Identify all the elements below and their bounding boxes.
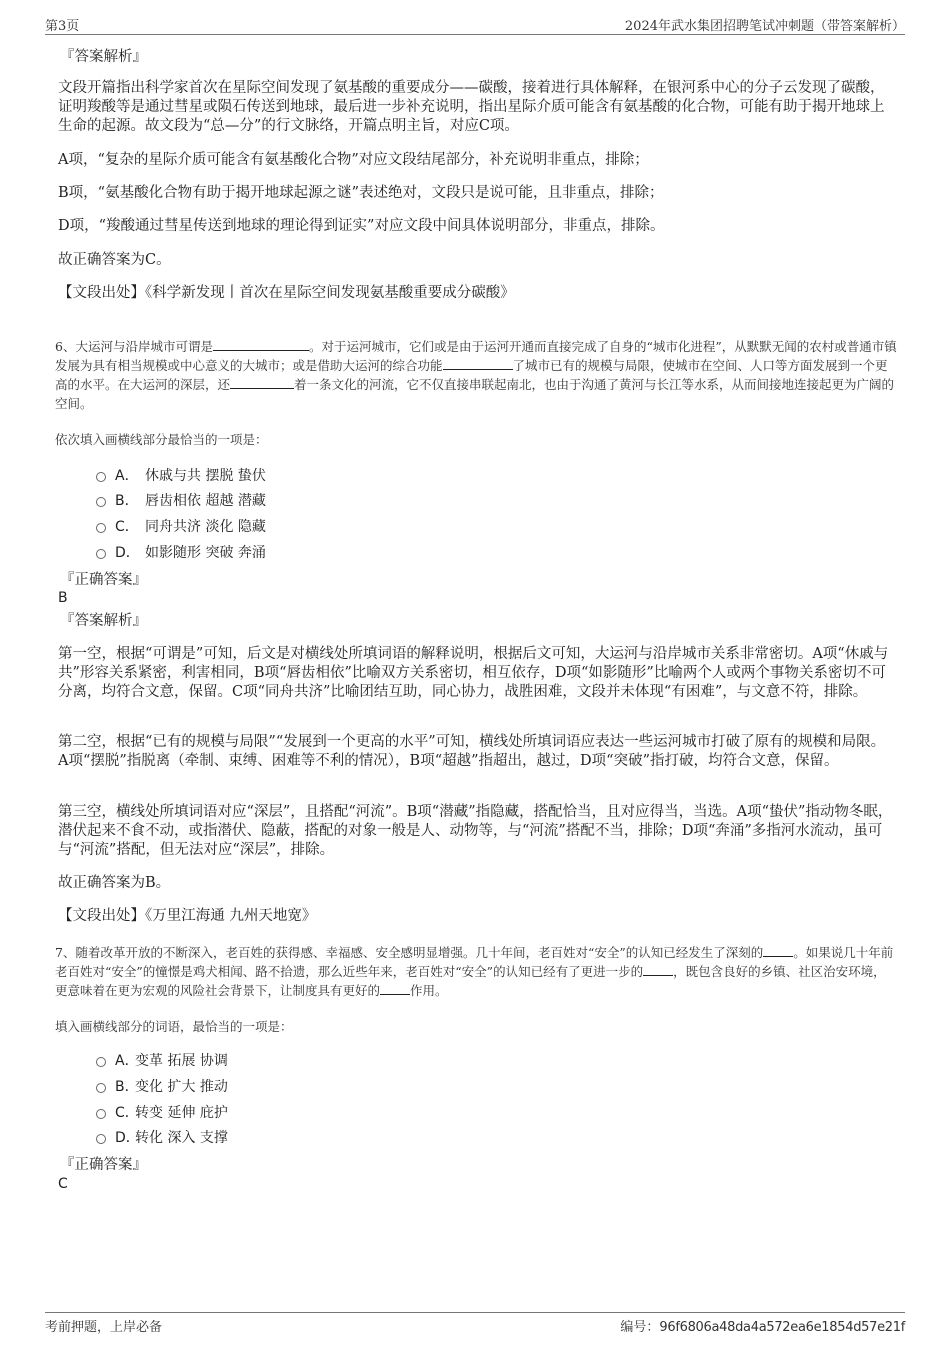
q7-stem: 7、随着改革开放的不断深入，老百姓的获得感、幸福感、安全感明显增强。几十年间，老百姓对“安全”的认知已经发生了深刻的 。如果说几十年前老百姓对“安全”的憧憬是鸡犬相闻、路不拾遗，那么近些年来，老百姓对“安全”的认知已经有了更进一步的 ，既包含良好的乡镇、社区治安环境，更意味着在更为宏观的风险社会背景下，让制度具有更好的 作用。 <box>55 945 894 998</box>
q6-option-d[interactable]: D． 如影随形 突破 奔涌 <box>96 543 266 563</box>
q7-option-a[interactable]: A．变革 拓展 协调 <box>96 1051 228 1071</box>
page-header <box>45 12 905 35</box>
q6-stem: 6、大运河与沿岸城市可谓是 。对于运河城市，它们或是由于运河开通而直接完成了自身的“城市化进程”，从默默无闻的农村或普通市镇发展为具有相当规模或中心意义的大城市；或是借助大运河的综合功能 了城市已有的规模与局限，使城市在空间、人口等方面发展到一个更高的水平。在大运河的深层，还 着一条文化的河流，它不仅直接串联起南北，也由于沟通了黄河与长江等水系，从而间接地连接起更为广阔的空间。 <box>55 339 897 411</box>
radio-icon[interactable] <box>96 1134 106 1144</box>
q6-analysis-blank-1: 第一空，根据“可谓是”可知，后文是对横线处所填词语的解释说明，根据后文可知，大运河与沿岸城市关系非常密切。A项“休戚与共”形容关系紧密，利害相同，B项“唇齿相依”比喻双方关系密切，相互依存，D项“如影随形”比喻两个人或两个事物关系密切不可分离，均符合文意，保留。C项“同舟共济”比喻团结互助，同心协力，战胜困难，文段并未体现“有困难”，与文意不符，排除。 <box>58 646 889 700</box>
blank-line <box>763 943 793 957</box>
radio-icon[interactable] <box>96 497 106 507</box>
blank-line <box>213 337 309 351</box>
q6-answer-label: 『正确答案』 <box>60 572 147 588</box>
radio-icon[interactable] <box>96 1057 106 1067</box>
q6-option-b[interactable]: B． 唇齿相依 超越 潜藏 <box>96 491 266 511</box>
q7-answer: C <box>58 1176 68 1192</box>
blank-line <box>380 981 410 995</box>
document-title: 2024年武水集团招聘笔试冲刺题（带答案解析） <box>624 19 905 34</box>
page-number: 第3页 <box>45 19 80 34</box>
q6-analysis-blank-2: 第二空，根据“已有的规模与局限”“发展到一个更高的水平”可知，横线处所填词语应表达一些运河城市打破了原有的规模和局限。A项“摆脱”指脱离（牵制、束缚、困难等不利的情况），B项“超越”指超出，越过，D项“突破”指打破，均符合文意，保留。 <box>58 734 886 769</box>
radio-icon[interactable] <box>96 549 106 559</box>
q6-analysis-label: 『答案解析』 <box>60 613 147 629</box>
q5-analysis-paragraph: 文段开篇指出科学家首次在星际空间发现了氨基酸的重要成分——碳酸，接着进行具体解释，在银河系中心的分子云发现了碳酸，证明羧酸等是通过彗星或陨石传送到地球，最后进一步补充说明，指出星际介质可能含有氨基酸的化合物，可能有助于揭开地球上生命的起源。故文段为“总—分”的行文脉络，开篇点明主旨，对应C项。 <box>58 80 885 134</box>
q6-conclusion: 故正确答案为B。 <box>58 875 171 891</box>
q5-analysis-option-d: D项，“羧酸通过彗星传送到地球的理论得到证实”对应文段中间具体说明部分，非重点，排除。 <box>58 218 665 234</box>
blank-line <box>443 356 513 370</box>
q5-source: 【文段出处】《科学新发现丨首次在星际空间发现氨基酸重要成分碳酸》 <box>58 285 515 301</box>
q6-analysis-blank-3: 第三空，横线处所填词语对应“深层”，且搭配“河流”。B项“潜藏”指隐藏，搭配恰当，且对应得当，当选。A项“蛰伏”指动物冬眠，潜伏起来不食不动，或指潜伏、隐蔽，搭配的对象一般是人、动物等，与“河流”搭配不当，排除；D项“奔涌”多指河水流动，虽可与“河流”搭配，但无法对应“深层”，排除。 <box>58 804 893 858</box>
q5-analysis-label: 『答案解析』 <box>60 49 147 65</box>
q6-option-a[interactable]: A． 休戚与共 摆脱 蛰伏 <box>96 466 266 486</box>
radio-icon[interactable] <box>96 1083 106 1093</box>
radio-icon[interactable] <box>96 1109 106 1119</box>
blank-line <box>643 962 673 976</box>
q7-option-d[interactable]: D．转化 深入 支撑 <box>96 1128 228 1148</box>
q5-conclusion: 故正确答案为C。 <box>58 252 171 268</box>
q6-option-c[interactable]: C． 同舟共济 淡化 隐藏 <box>96 517 266 537</box>
q7-prompt: 填入画横线部分的词语，最恰当的一项是： <box>55 1019 293 1034</box>
q7-answer-label: 『正确答案』 <box>60 1157 147 1173</box>
q6-prompt: 依次填入画横线部分最恰当的一项是： <box>55 432 268 447</box>
document-code: 编号：96f6806a48da4a572ea6e1854d57e21f <box>620 1320 905 1335</box>
footer-slogan: 考前押题，上岸必备 <box>45 1320 163 1335</box>
radio-icon[interactable] <box>96 523 106 533</box>
radio-icon[interactable] <box>96 472 106 482</box>
q6-source: 【文段出处】《万里江海通 九州天地宽》 <box>58 908 317 924</box>
blank-line <box>230 375 294 389</box>
q6-answer: B <box>58 590 68 606</box>
q7-option-c[interactable]: C．转变 延伸 庇护 <box>96 1103 228 1123</box>
q5-analysis-option-a: A项，“复杂的星际介质可能含有氨基酸化合物”对应文段结尾部分，补充说明非重点，排除； <box>58 152 649 168</box>
q5-analysis-option-b: B项，“氨基酸化合物有助于揭开地球起源之谜”表述绝对，文段只是说可能，且非重点，排除； <box>58 185 664 201</box>
q7-option-b[interactable]: B．变化 扩大 推动 <box>96 1077 228 1097</box>
page-footer <box>45 1312 905 1335</box>
